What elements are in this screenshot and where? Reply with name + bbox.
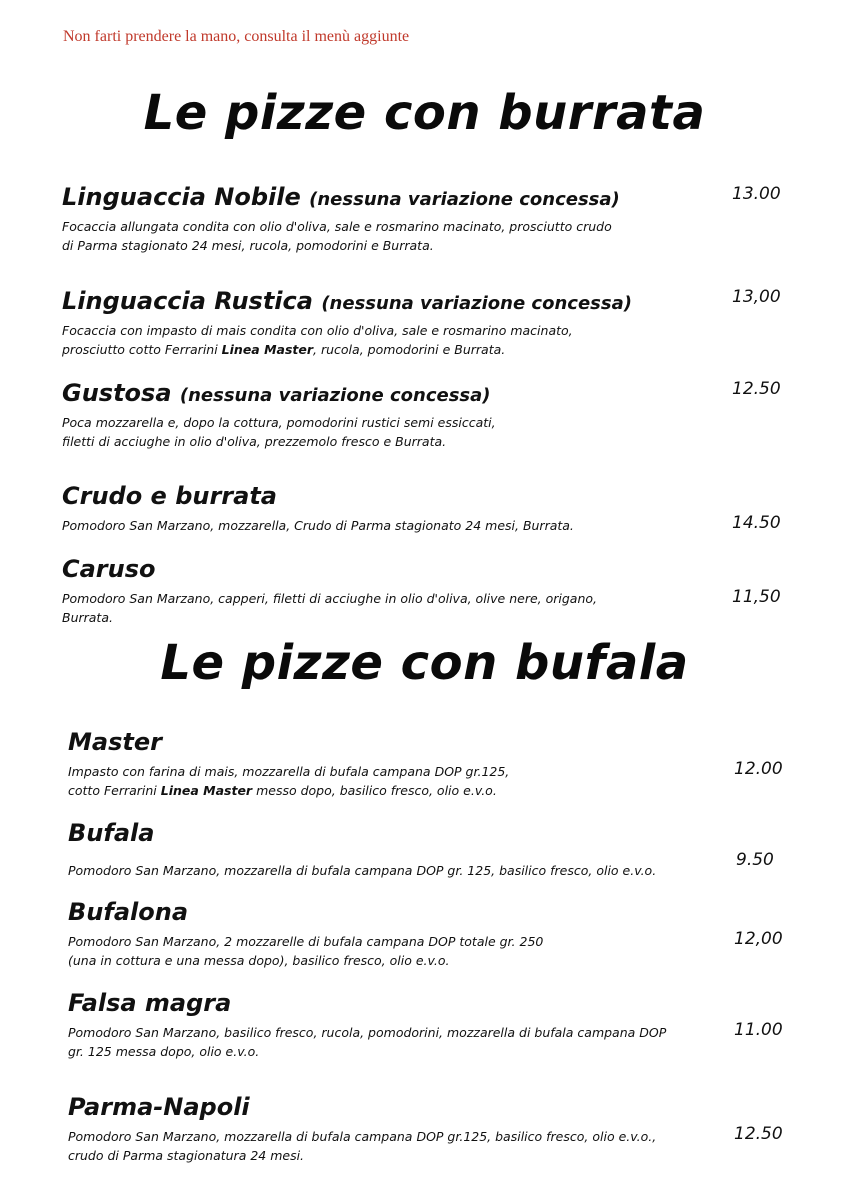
item-price: 13,00 — [732, 287, 781, 307]
item-price: 13.00 — [732, 184, 781, 204]
description-line — [62, 340, 632, 359]
item-name: Master — [68, 728, 162, 756]
item-description — [62, 321, 632, 359]
description-line: Pomodoro San Marzano, mozzarella, Crudo di Parma stagionato 24 mesi, Burrata. — [62, 518, 574, 533]
item-name: Linguaccia Rustica — [62, 287, 313, 315]
item-name: Bufalona — [68, 898, 189, 926]
item-description — [68, 932, 543, 970]
section-title-burrata: Le pizze con burrata — [143, 85, 706, 141]
item-name: Linguaccia Nobile — [62, 183, 301, 211]
item-description — [68, 861, 656, 880]
description-line: Pomodoro San Marzano, 2 mozzarelle di bufala campana DOP totale gr. 250 — [68, 934, 544, 949]
description-text: prosciutto cotto Ferrarini — [62, 342, 222, 357]
item-price: 12.50 — [734, 1124, 783, 1144]
item-price: 11,50 — [732, 587, 781, 607]
description-line: Burrata. — [62, 610, 113, 625]
item-description — [68, 1023, 666, 1061]
description-line: Pomodoro San Marzano, mozzarella di bufala campana DOP gr. 125, basilico fresco, olio e.v.o. — [68, 863, 657, 878]
menu-item-linguaccia-nobile — [62, 183, 620, 255]
item-price: 14.50 — [732, 513, 781, 533]
description-line: Focaccia con impasto di mais condita con olio d'oliva, sale e rosmarino macinato, — [62, 323, 573, 338]
item-price: 9.50 — [736, 850, 774, 870]
menu-item-master — [68, 728, 509, 800]
menu-item-bufalona — [68, 898, 543, 970]
menu-item-caruso — [62, 555, 597, 627]
item-name: Crudo e burrata — [62, 482, 277, 510]
description-line: Pomodoro San Marzano, mozzarella di bufala campana DOP gr.125, basilico fresco, olio e.v.o., — [68, 1129, 657, 1144]
menu-item-linguaccia-rustica — [62, 287, 632, 359]
item-description — [68, 762, 509, 800]
description-line — [68, 781, 509, 800]
description-line: gr. 125 messa dopo, olio e.v.o. — [68, 1044, 260, 1059]
item-note: (nessuna variazione concessa) — [179, 385, 491, 406]
item-note: (nessuna variazione concessa) — [309, 189, 620, 210]
item-price: 11.00 — [734, 1020, 783, 1040]
description-text: cotto Ferrarini — [68, 783, 161, 798]
description-text: , rucola, pomodorini e Burrata. — [313, 342, 506, 357]
menu-item-parma-napoli — [68, 1093, 656, 1165]
item-description — [62, 589, 597, 627]
menu-notice: Non farti prendere la mano, consulta il menù aggiunte — [63, 28, 410, 45]
description-text: messo dopo, basilico fresco, olio e.v.o. — [252, 783, 497, 798]
description-line: filetti di acciughe in olio d'oliva, prezzemolo fresco e Burrata. — [62, 434, 447, 449]
item-name: Falsa magra — [68, 989, 232, 1017]
item-name: Parma-Napoli — [68, 1093, 250, 1121]
item-description — [62, 413, 496, 451]
description-line: Focaccia allungata condita con olio d'oliva, sale e rosmarino macinato, prosciutto crudo — [62, 219, 612, 234]
item-description — [62, 516, 574, 535]
item-price: 12,00 — [734, 929, 783, 949]
item-note: (nessuna variazione concessa) — [321, 293, 632, 314]
description-line: di Parma stagionato 24 mesi, rucola, pomodorini e Burrata. — [62, 238, 434, 253]
menu-item-bufala — [68, 819, 656, 880]
description-line: Pomodoro San Marzano, capperi, filetti di acciughe in olio d'oliva, olive nere, origano, — [62, 591, 597, 606]
item-price: 12.00 — [734, 759, 783, 779]
description-line: (una in cottura e una messa dopo), basilico fresco, olio e.v.o. — [68, 953, 450, 968]
description-line: crudo di Parma stagionatura 24 mesi. — [68, 1148, 305, 1163]
brand-highlight: Linea Master — [221, 342, 314, 357]
section-title-bufala: Le pizze con bufala — [160, 635, 689, 691]
menu-item-crudo-e-burrata — [62, 482, 574, 535]
menu-item-falsa-magra — [68, 989, 666, 1061]
menu-item-gustosa — [62, 379, 496, 451]
item-description — [62, 217, 620, 255]
item-name: Bufala — [68, 819, 155, 847]
item-name: Caruso — [62, 555, 156, 583]
description-line: Poca mozzarella e, dopo la cottura, pomodorini rustici semi essiccati, — [62, 415, 496, 430]
description-line: Pomodoro San Marzano, basilico fresco, rucola, pomodorini, mozzarella di bufala campana DOP — [68, 1025, 667, 1040]
brand-highlight: Linea Master — [160, 783, 253, 798]
item-name: Gustosa — [62, 379, 172, 407]
item-description — [68, 1127, 656, 1165]
description-line: Impasto con farina di mais, mozzarella di bufala campana DOP gr.125, — [68, 764, 510, 779]
item-price: 12.50 — [732, 379, 781, 399]
